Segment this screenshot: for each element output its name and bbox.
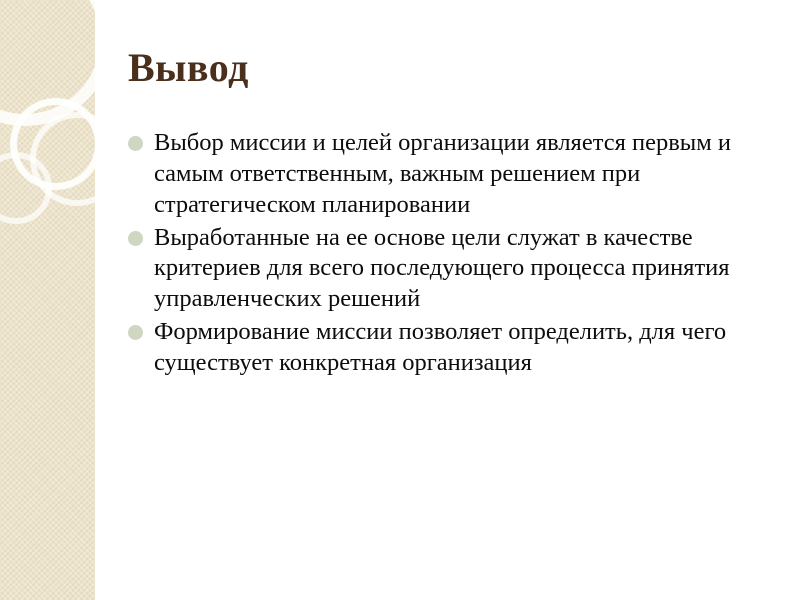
- list-item-text: Формирование миссии позволяет определить, для чего существует конкретная организация: [154, 318, 727, 377]
- list-item-text: Выбор миссии и целей организации является первым и самым ответственным, важным решением при стратегическом планировании: [154, 129, 731, 218]
- list-item: [128, 317, 778, 379]
- slide-title: Вывод: [128, 45, 249, 90]
- list-item: [128, 223, 778, 316]
- bullet-marker: [128, 317, 154, 340]
- decorative-side-band: [0, 0, 98, 600]
- list-item: [128, 128, 778, 221]
- bullet-dot-icon: [128, 136, 143, 151]
- bullet-dot-icon: [128, 231, 143, 246]
- list-item-text: Выработанные на ее основе цели служат в качестве критериев для всего последующего процесса принятия управленческих решений: [154, 223, 730, 313]
- bullet-marker: [128, 223, 154, 246]
- bullet-list: [128, 128, 778, 381]
- band-edge-divider: [95, 0, 98, 600]
- bullet-marker: [128, 128, 154, 151]
- bullet-dot-icon: [128, 325, 143, 340]
